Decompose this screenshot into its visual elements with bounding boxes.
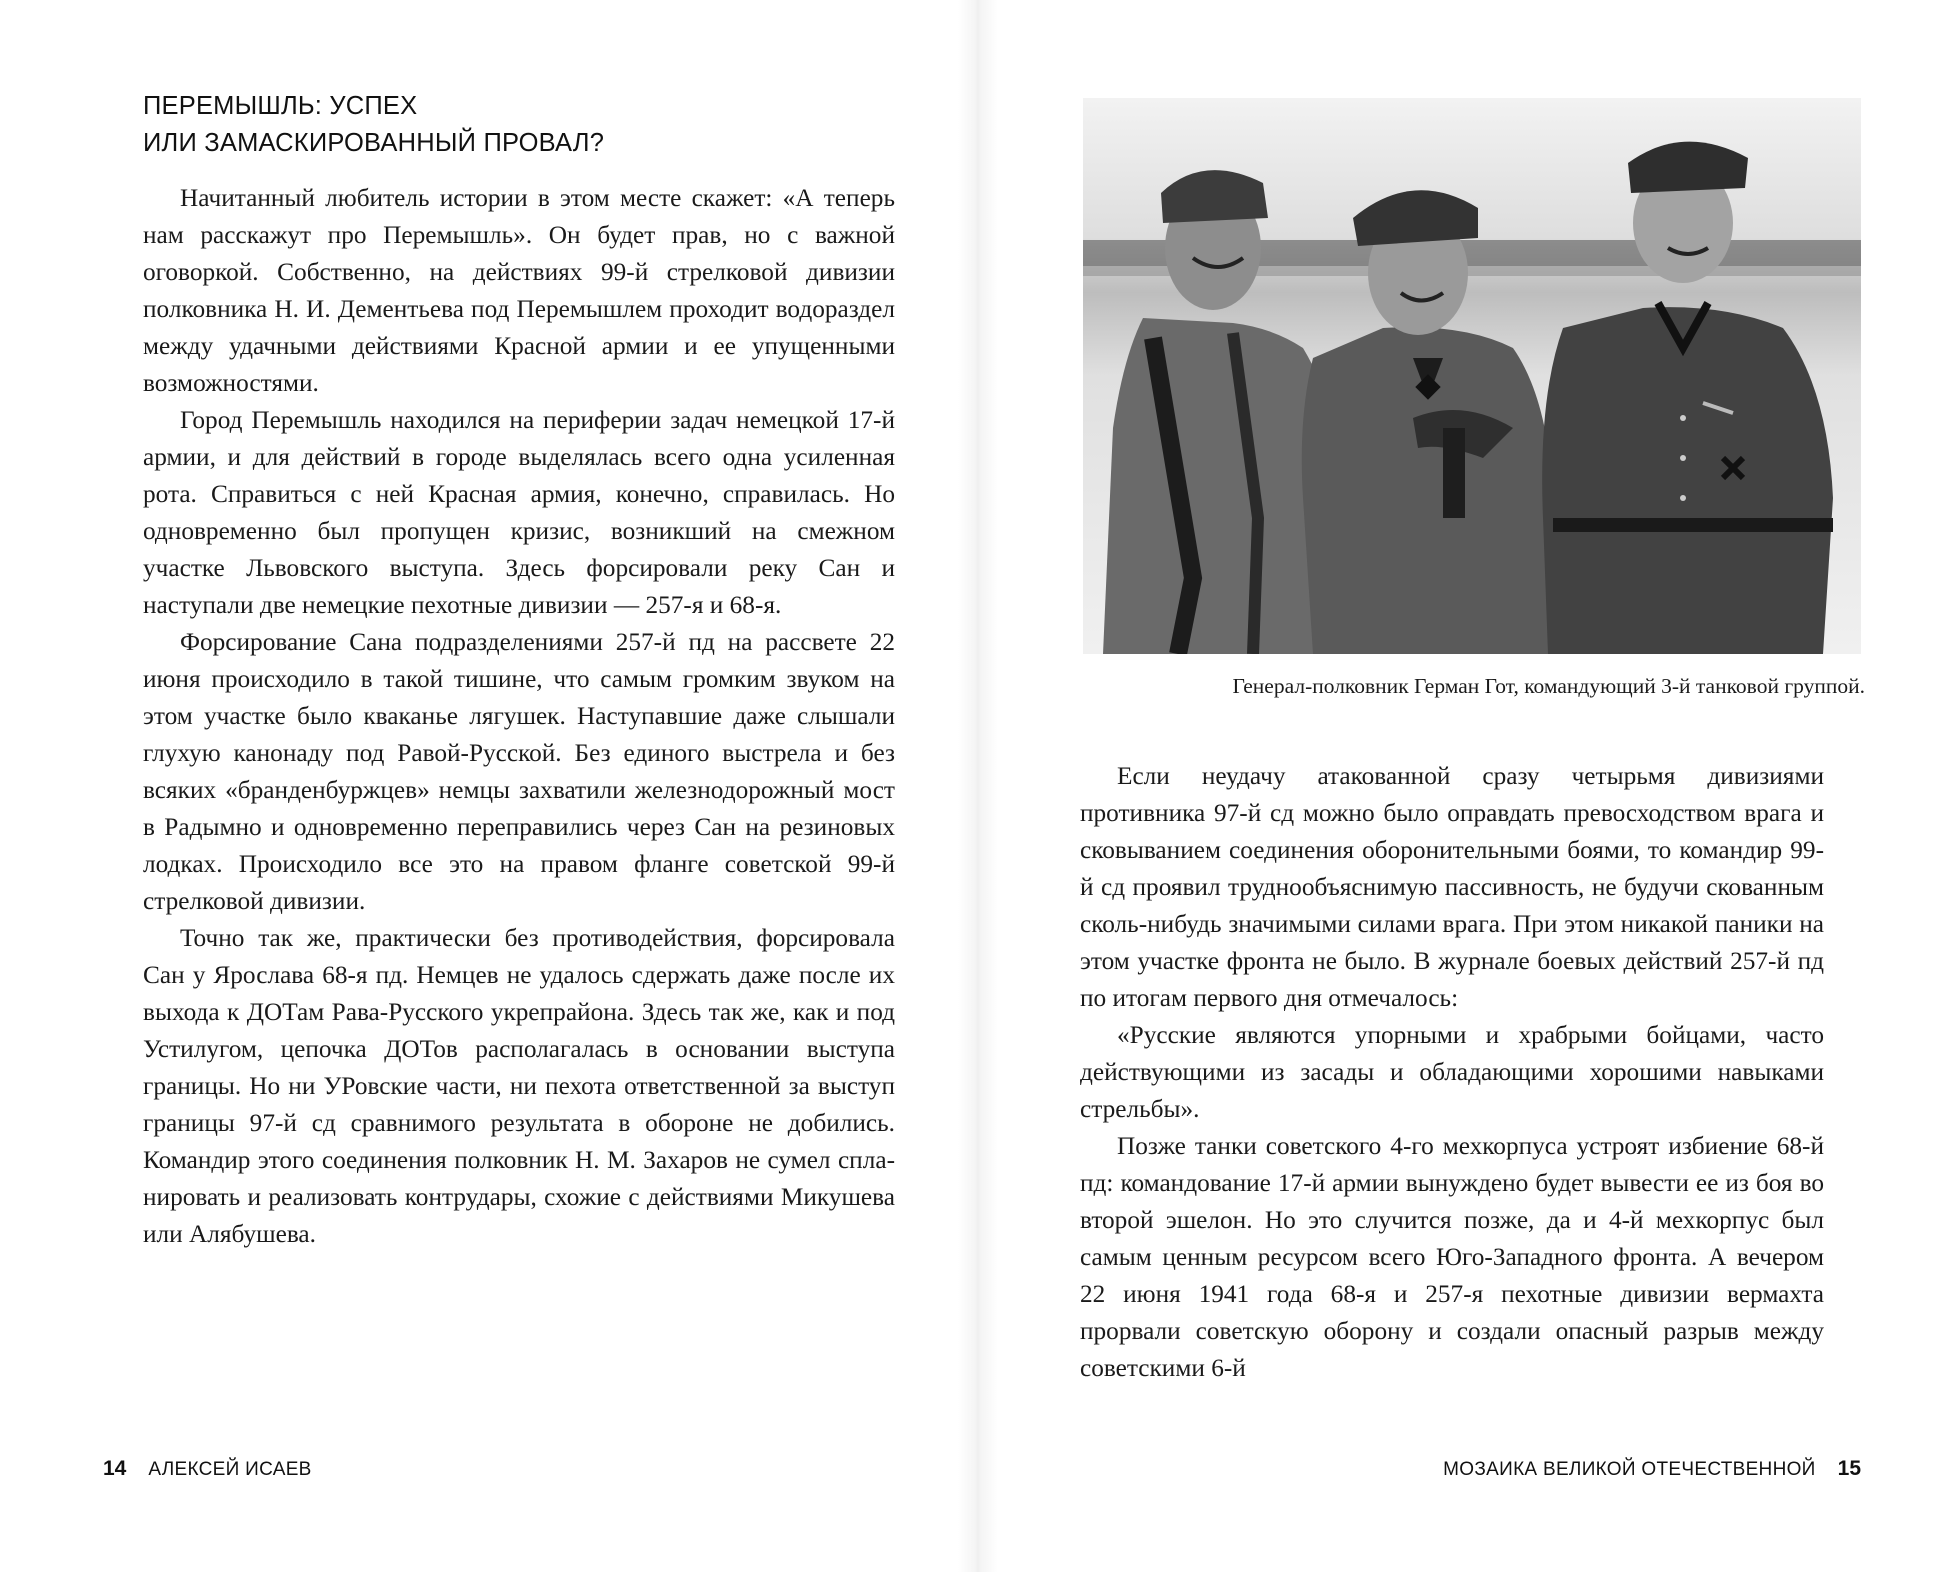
running-head-book-title: МОЗАИКА ВЕЛИКОЙ ОТЕЧЕСТВЕННОЙ <box>1443 1459 1816 1480</box>
photo-illustration <box>1083 98 1861 654</box>
right-body-text <box>1080 758 1824 1387</box>
quote-paragraph: «Русские являются упорными и храбрыми бойцами, часто действующими из засады и обладающими хорошими навыками стрельбы». <box>1080 1021 1824 1123</box>
left-body-text <box>143 180 895 1253</box>
right-footer <box>1443 1455 1861 1484</box>
chapter-heading-line-2: ИЛИ ЗАМАСКИРОВАННЫЙ ПРОВАЛ? <box>143 129 605 157</box>
photo-three-officers-icon <box>1083 98 1861 654</box>
paragraph: Точно так же, практически без противодействия, форсировала Сан у Ярослава 68-я пд. Немцев не удалось сдержать даже после их выхода к ДОТам Рава-Русского укрепрайона. Здесь так же, как и под Устилугом, цепочка ДОТов располагалась в основании выступа границы. Но ни УРовские части, ни пехота ответственной за выступ границы 97-й сд сравнимого результата в обороне не добились. Командир этого соединения полковник Н. М. Захаров не сумел спланировать и реализовать контрудары, схожие с действиями Микушева или Алябушева. <box>143 924 895 1248</box>
chapter-heading-line-1: ПЕРЕМЫШЛЬ: УСПЕХ <box>143 92 418 120</box>
running-head-author: АЛЕКСЕЙ ИСАЕВ <box>148 1459 312 1480</box>
photo-caption: Генерал-полковник Герман Гот, командующий 3-й танковой группой. <box>1232 674 1865 698</box>
page-number: 15 <box>1837 1457 1861 1480</box>
paragraph: Город Перемышль находился на периферии задач немецкой 17-й армии, и для действий в городе выделялась всего одна усиленная рота. Справиться с ней Красная армия, конечно, справилась. Но одновременно был пропущен кризис, возникший на смежном участке Львовского выступа. Здесь форсировали реку Сан и наступали две немецкие пехотные дивизии — 257-я и 68-я. <box>143 406 895 619</box>
page-number: 14 <box>103 1457 127 1480</box>
left-footer <box>103 1455 312 1484</box>
paragraph: Форсирование Сана подразделениями 257-й пд на рассвете 22 июня происходило в такой тишине, что самым громким звуком на этом участке было кваканье лягушек. Наступавшие даже слышали глухую канонаду под Равой-Русской. Без единого выстрела и без всяких «бранденбуржцев» немцы захватили железнодорожный мост в Радымно и одновременно переправились через Сан на резиновых лодках. Происходило все это на правом фланге советской 99-й стрелковой дивизии. <box>143 628 895 915</box>
paragraph: Если неудачу атакованной сразу четырьмя дивизиями противника 97-й сд можно было оправдать превосходством врага и сковыванием соединения оборонительными боями, то командир 99-й сд проявил труднообъяснимую пассивность, не будучи скованным сколь-нибудь значимыми силами врага. При этом никакой паники на этом участке фронта не было. В журнале боевых действий 257-й пд по итогам первого дня отмечалось: <box>1080 762 1824 1012</box>
chapter-heading <box>143 88 903 162</box>
paragraph: Начитанный любитель истории в этом месте скажет: «А теперь нам расскажут про Перемышль». Он будет прав, но с важной оговоркой. Собственно, на действиях 99-й стрелковой дивизии полковника Н. И. Дементьева под Перемышлем проходит водораздел между удачными действиями Красной армии и ее упущенными возможностями. <box>143 184 895 397</box>
paragraph: Позже танки советского 4-го мехкорпуса устроят избиение 68-й пд: командование 17-й армии вынуждено будет вывести ее из боя во второй эшелон. Но это случится позже, да и 4-й мехкорпус был самым ценным ресурсом всего Юго-Западного фронта. А вечером 22 июня 1941 года 68-я и 257-я пехотные дивизии вермахта прорвали советскую оборону и создали опасный разрыв между советскими 6-й <box>1080 1132 1824 1382</box>
